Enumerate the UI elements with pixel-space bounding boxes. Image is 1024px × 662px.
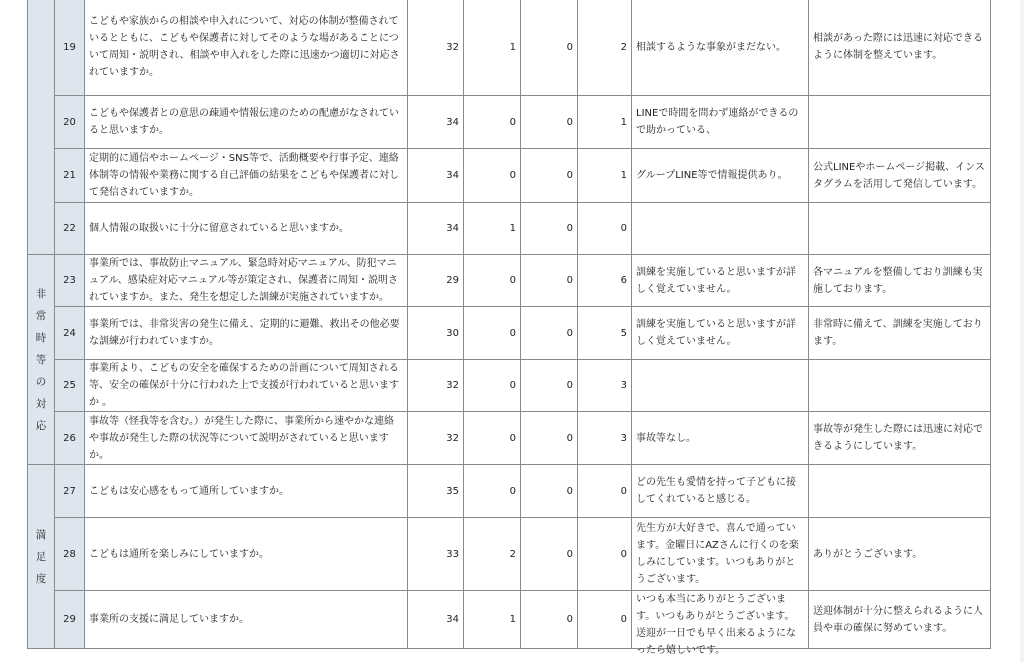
count-none: 0 — [578, 591, 632, 649]
facility-response — [809, 518, 991, 591]
count-yes: 34 — [408, 591, 464, 649]
guardian-comment — [632, 203, 809, 255]
count-yes: 32 — [408, 360, 464, 412]
facility-response — [809, 591, 991, 649]
evaluation-table — [27, 0, 991, 656]
table-row — [28, 360, 991, 412]
table-row — [28, 149, 991, 203]
count-yes: 29 — [408, 255, 464, 307]
guardian-comment — [632, 307, 809, 360]
question-cell: 事故等（怪我等を含む。）が発生した際に、事業所から速やかな連絡や事故が発生した際の状況等について説明がされていると思いますか。 — [85, 412, 408, 465]
count-yes: 30 — [408, 307, 464, 360]
question-cell: こどもや保護者との意思の疎通や情報伝達のための配慮がなされていると思いますか。 — [85, 96, 408, 149]
guardian-comment — [632, 465, 809, 518]
count-none: 1 — [578, 96, 632, 149]
count-none: 5 — [578, 307, 632, 360]
guardian-comment — [632, 149, 809, 203]
table-row — [28, 96, 991, 149]
response-text: 非常時に備えて、訓練を実施しております。 — [813, 319, 983, 347]
count-no: 0 — [521, 465, 578, 518]
facility-response — [809, 149, 991, 203]
count-none: 0 — [578, 518, 632, 591]
facility-response — [809, 0, 991, 96]
row-number: 21 — [55, 149, 85, 203]
facility-response — [809, 96, 991, 149]
count-unknown: 0 — [464, 412, 521, 465]
comment-text: 事故等なし。 — [636, 432, 696, 444]
comment-text: どの先生も愛情を持って子どもに接してくれていると感じる。 — [636, 477, 796, 505]
count-yes: 35 — [408, 465, 464, 518]
count-no: 0 — [521, 518, 578, 591]
count-no: 0 — [521, 255, 578, 307]
count-no: 0 — [521, 591, 578, 649]
row-number: 23 — [55, 255, 85, 307]
table-row — [28, 412, 991, 465]
count-none: 0 — [578, 465, 632, 518]
response-text: 各マニュアルを整備しており訓練も実施しております。 — [813, 266, 983, 295]
comment-text: いつも本当にありがとうございます。いつもありがとうございます。送迎が一日でも早く出来るようになったら嬉しいです。 — [636, 594, 796, 656]
question-cell: 事業所より、こどもの安全を確保するための計画について周知される等、安全の確保が十分に行われた上で支援が行われていると思いますか 。 — [85, 360, 408, 412]
count-unknown: 0 — [464, 465, 521, 518]
table-row — [28, 465, 991, 518]
comment-text: 訓練を実施していると思いますが詳しく覚えていません。 — [636, 266, 796, 295]
guardian-comment — [632, 96, 809, 149]
table-row — [28, 591, 991, 649]
count-yes: 32 — [408, 0, 464, 96]
facility-response — [809, 203, 991, 255]
comment-text: 相談するような事象がまだない。 — [636, 41, 786, 53]
comment-text: 先生方が大好きで、喜んで通っています。金曜日にAZさんに行くのを楽しみにしています。いつもありがとうございます。 — [636, 523, 799, 585]
response-text: 送迎体制が十分に整えられるように人員や車の確保に努めています。 — [813, 605, 983, 634]
facility-response — [809, 307, 991, 360]
table-row — [28, 203, 991, 255]
table-row — [28, 255, 991, 307]
category-emergency — [28, 255, 55, 465]
scrollbar-track[interactable] — [1020, 0, 1024, 662]
count-unknown: 0 — [464, 307, 521, 360]
count-no: 0 — [521, 203, 578, 255]
count-yes: 34 — [408, 96, 464, 149]
row-number: 26 — [55, 412, 85, 465]
category-label: 非常時等の対応 — [35, 287, 47, 432]
count-yes: 34 — [408, 203, 464, 255]
count-no: 0 — [521, 360, 578, 412]
count-yes: 33 — [408, 518, 464, 591]
response-text: 事故等が発生した際には迅速に対応できるようにしています。 — [813, 424, 983, 452]
count-no: 0 — [521, 0, 578, 96]
response-text: 公式LINEやホームページ掲載、インスタグラムを活用して発信しています。 — [813, 161, 985, 190]
facility-response — [809, 360, 991, 412]
count-none: 3 — [578, 360, 632, 412]
count-no: 0 — [521, 307, 578, 360]
response-text: ありがとうございます。 — [813, 548, 923, 560]
count-unknown: 2 — [464, 518, 521, 591]
row-number: 25 — [55, 360, 85, 412]
guardian-comment — [632, 518, 809, 591]
count-unknown: 0 — [464, 255, 521, 307]
count-none: 1 — [578, 149, 632, 203]
facility-response — [809, 255, 991, 307]
row-number: 24 — [55, 307, 85, 360]
count-yes: 32 — [408, 412, 464, 465]
count-no: 0 — [521, 149, 578, 203]
category-satisfaction — [28, 465, 55, 649]
count-unknown: 1 — [464, 203, 521, 255]
guardian-comment — [632, 591, 809, 656]
response-text: 相談があった際には迅速に対応できるように体制を整えています。 — [813, 33, 983, 61]
count-unknown: 1 — [464, 591, 521, 649]
question-cell: 事業所の支援に満足していますか。 — [85, 591, 408, 649]
count-unknown: 0 — [464, 149, 521, 203]
table-row — [28, 518, 991, 591]
question-cell: 定期的に通信やホームページ・SNS等で、活動概要や行事予定、連絡体制等の情報や業務に関する自己評価の結果をこどもや保護者に対して発信されていますか。 — [85, 149, 408, 203]
count-none: 6 — [578, 255, 632, 307]
count-none: 0 — [578, 203, 632, 255]
count-no: 0 — [521, 412, 578, 465]
guardian-comment — [632, 255, 809, 307]
count-no: 0 — [521, 96, 578, 149]
row-number: 27 — [55, 465, 85, 518]
comment-text: LINEで時間を問わず連絡ができるので助かっている、 — [636, 108, 799, 136]
count-unknown: 0 — [464, 360, 521, 412]
count-yes: 34 — [408, 149, 464, 203]
count-none: 3 — [578, 412, 632, 465]
table-row — [28, 0, 991, 96]
count-unknown: 1 — [464, 0, 521, 96]
question-cell: 事業所では、非常災害の発生に備え、定期的に避難、救出その他必要な訓練が行われていますか。 — [85, 307, 408, 360]
guardian-comment — [632, 412, 809, 465]
row-number: 22 — [55, 203, 85, 255]
count-unknown: 0 — [464, 96, 521, 149]
row-number: 20 — [55, 96, 85, 149]
guardian-comment — [632, 0, 809, 96]
comment-text: グループLINE等で情報提供あり。 — [636, 170, 788, 181]
category-label: 満足度 — [35, 528, 47, 585]
question-cell: こどもは通所を楽しみにしていますか。 — [85, 518, 408, 591]
guardian-comment — [632, 360, 809, 412]
question-cell: こどもは安心感をもって通所していますか。 — [85, 465, 408, 518]
row-number: 19 — [55, 0, 85, 96]
question-cell: 個人情報の取扱いに十分に留意されていると思いますか。 — [85, 203, 408, 255]
comment-text: 訓練を実施していると思いますが詳しく覚えていません。 — [636, 319, 796, 347]
count-none: 2 — [578, 0, 632, 96]
question-cell: 事業所では、事故防止マニュアル、緊急時対応マニュアル、防犯マニュアル、感染症対応マニュアル等が策定され、保護者に周知・説明されていますか。また、発生を想定した訓練が実施されていますか。 — [85, 255, 408, 307]
row-number: 29 — [55, 591, 85, 649]
table-row — [28, 307, 991, 360]
facility-response — [809, 465, 991, 518]
question-cell: こどもや家族からの相談や申入れについて、対応の体制が整備されているとともに、こどもや保護者に対してそのような場があることについて周知・説明され、相談や申入れをした際に迅速かつ適切に対応されていますか。 — [85, 0, 408, 96]
row-number: 28 — [55, 518, 85, 591]
category-cell-blank — [28, 0, 55, 255]
facility-response — [809, 412, 991, 465]
